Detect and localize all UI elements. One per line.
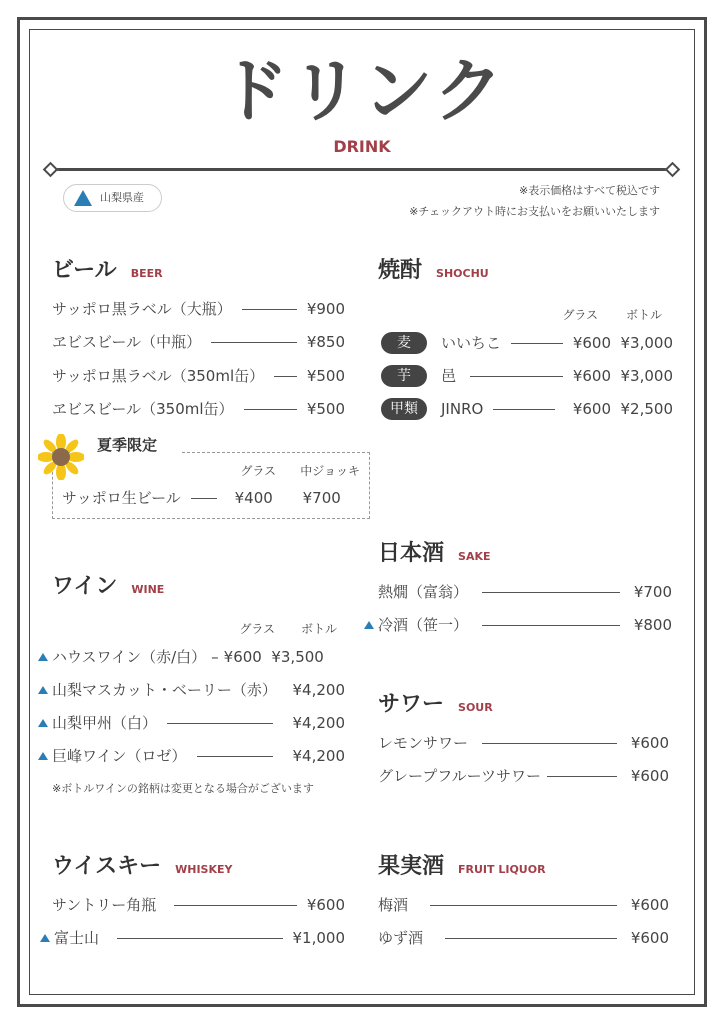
section-title-en: WHISKEY	[175, 863, 233, 876]
type-pill: 甲類	[381, 398, 427, 420]
menu-item	[38, 745, 345, 767]
menu-item	[381, 332, 673, 354]
item-price-bottle: ¥3,000	[620, 334, 673, 352]
section-shochu	[378, 258, 489, 284]
item-name: 富士山	[54, 929, 100, 947]
section-title-en: SHOCHU	[436, 267, 489, 280]
shochu-column-headers	[548, 308, 662, 322]
item-price-glass: ¥600	[572, 400, 611, 418]
sunflower-icon	[38, 434, 84, 480]
menu-item	[52, 298, 345, 320]
item-name: 梅酒	[378, 896, 409, 914]
item-price-bottle: ¥4,200	[292, 681, 345, 699]
item-name: JINRO	[441, 400, 484, 418]
notes	[409, 180, 660, 222]
item-price-glass: ¥600	[572, 367, 611, 385]
mountain-icon	[38, 686, 48, 694]
section-title-en: FRUIT LIQUOR	[458, 863, 546, 876]
item-price: ¥800	[633, 616, 672, 634]
item-price-bottle: ¥4,200	[292, 747, 345, 765]
summer-column-headers	[220, 464, 360, 478]
item-price: ¥600	[630, 767, 669, 785]
item-price: ¥500	[306, 400, 345, 418]
menu-item	[52, 331, 345, 353]
col-bottle: ボトル	[300, 622, 337, 636]
section-title: 焼酎	[378, 258, 423, 283]
menu-item	[52, 398, 345, 420]
note-payment: ※チェックアウト時にお支払いをお願いいたします	[409, 205, 660, 218]
menu-item	[381, 365, 673, 387]
item-price-bottle: ¥3,000	[620, 367, 673, 385]
col-bottle: ボトル	[625, 308, 662, 322]
section-title-en: BEER	[130, 267, 163, 280]
mountain-icon	[38, 719, 48, 727]
item-name: 冷酒（笹一）	[378, 616, 469, 634]
section-title: ウイスキー	[52, 854, 162, 879]
mountain-icon	[38, 752, 48, 760]
item-name: 山梨マスカット・ベーリー（赤）	[52, 681, 277, 699]
menu-item	[52, 365, 345, 387]
item-name: いいちこ	[441, 334, 502, 352]
item-price-bottle: ¥4,200	[292, 714, 345, 732]
col-glass: グラス	[562, 308, 598, 322]
item-name: ヱビスビール（350ml缶）	[52, 400, 234, 418]
section-title: ビール	[52, 258, 117, 283]
item-price-glass: ¥600	[572, 334, 611, 352]
section-title: 日本酒	[378, 541, 445, 566]
item-name: 熱燗（富翁）	[378, 583, 469, 601]
item-name: サッポロ黒ラベル（大瓶）	[52, 300, 232, 318]
page-title	[0, 50, 724, 132]
section-whiskey	[52, 854, 232, 880]
summer-title: 夏季限定	[72, 436, 181, 454]
item-name: ハウスワイン（赤/白）	[52, 648, 207, 666]
menu-item: ハウスワイン（赤/白） – ¥600 ¥3,500	[38, 646, 345, 668]
item-name: 山梨甲州（白）	[52, 714, 158, 732]
yamanashi-badge	[63, 184, 162, 212]
type-pill: 芋	[381, 365, 427, 387]
item-price: ¥500	[306, 367, 345, 385]
menu-item	[38, 679, 345, 701]
section-wine	[52, 574, 164, 600]
menu-item	[40, 927, 345, 949]
item-price-bottle: ¥2,500	[620, 400, 673, 418]
menu-item	[378, 894, 669, 916]
item-price-glass: ¥600	[223, 648, 262, 666]
item-name: サントリー角瓶	[52, 896, 157, 914]
section-sake	[378, 541, 491, 567]
item-price: ¥600	[630, 896, 669, 914]
item-name: レモンサワー	[378, 734, 469, 752]
menu-item	[378, 765, 669, 787]
menu-item	[38, 712, 345, 734]
divider	[50, 168, 674, 171]
item-name: ゆず酒	[378, 929, 424, 947]
menu-item	[62, 487, 347, 509]
section-title-en: SAKE	[458, 550, 491, 563]
menu-item	[381, 398, 673, 420]
item-name: 邑	[441, 367, 457, 385]
wine-column-headers	[225, 622, 337, 636]
col-glass: グラス	[239, 622, 275, 636]
item-price-mug: ¥700	[302, 489, 341, 507]
item-price: ¥600	[630, 734, 669, 752]
section-beer	[52, 258, 163, 284]
item-price: ¥900	[306, 300, 345, 318]
type-pill: 麦	[381, 332, 427, 354]
section-title-en: WINE	[131, 583, 165, 596]
page-title-text: ドリンク	[218, 50, 506, 132]
item-price-bottle: ¥3,500	[271, 648, 324, 666]
mountain-icon	[40, 934, 50, 942]
item-price: ¥600	[306, 896, 345, 914]
mountain-icon	[74, 190, 92, 206]
section-title: ワイン	[52, 574, 118, 599]
item-price: ¥600	[630, 929, 669, 947]
section-title-en: SOUR	[458, 701, 493, 714]
item-name: ヱビスビール（中瓶）	[52, 333, 202, 351]
badge-label: 山梨県産	[100, 191, 144, 205]
item-price: ¥700	[633, 583, 672, 601]
wine-note: ※ボトルワインの銘柄は変更となる場合がございます	[52, 782, 314, 795]
menu-item	[378, 581, 672, 603]
section-fruit-liquor	[378, 854, 546, 880]
item-name: サッポロ黒ラベル（350ml缶）	[52, 367, 265, 385]
item-price: ¥850	[306, 333, 345, 351]
col-mug: 中ジョッキ	[300, 464, 360, 478]
mountain-icon	[38, 653, 48, 661]
item-name: 巨峰ワイン（ロゼ）	[52, 747, 187, 765]
section-title: サワー	[378, 692, 445, 717]
item-price: ¥1,000	[292, 929, 345, 947]
menu-item	[364, 614, 672, 636]
menu-item	[378, 927, 669, 949]
item-price-glass: ¥400	[234, 489, 273, 507]
col-glass: グラス	[240, 464, 276, 478]
section-sour	[378, 692, 493, 718]
item-name: サッポロ生ビール	[62, 489, 181, 507]
section-title: 果実酒	[378, 854, 445, 879]
menu-item	[378, 732, 669, 754]
note-tax: ※表示価格はすべて税込です	[519, 184, 660, 197]
mountain-icon	[364, 621, 374, 629]
page-subtitle: DRINK	[333, 137, 391, 156]
menu-item	[52, 894, 345, 916]
item-name: グレープフルーツサワー	[378, 767, 542, 785]
